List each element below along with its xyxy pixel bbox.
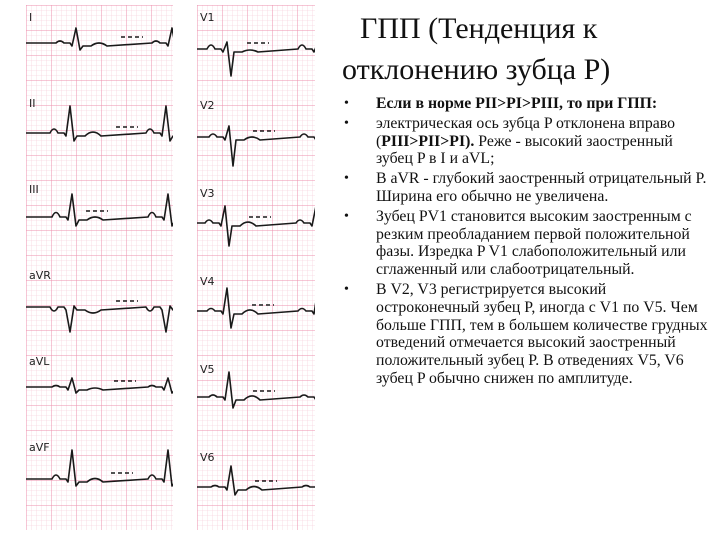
bullet-item bbox=[340, 208, 708, 279]
bullet-item bbox=[340, 281, 708, 388]
bullet-list bbox=[340, 95, 708, 390]
lead-label: V6 bbox=[200, 451, 215, 464]
bullet-text: Зубец PV1 становится высоким заостренным с резким преобладанием первой положительной фазы. Изредка P V1 слабоположительный или сглаженный или слабоотрицательный. bbox=[376, 207, 692, 279]
lead-label: V3 bbox=[200, 187, 215, 200]
lead-label: V4 bbox=[200, 275, 215, 288]
bullet-marker: • bbox=[344, 171, 349, 187]
lead-label: V2 bbox=[200, 99, 215, 112]
ecg-limb-leads-strip bbox=[26, 5, 173, 530]
bullet-text: электрическая ось зубца P отклонена вправо (PIII>PII>PI). Реже - высокий заостренный зубец P в I и aVL; bbox=[376, 114, 675, 168]
bullet-item bbox=[340, 170, 708, 206]
lead-label: aVL bbox=[29, 355, 50, 368]
title-line-2: отклонению зубца P) bbox=[342, 53, 611, 86]
bullet-marker: • bbox=[344, 281, 349, 297]
lead-label: aVF bbox=[29, 441, 50, 454]
bullet-text: В aVR - глубокий заостренный отрицательный P. Ширина его обычно не увеличена. bbox=[376, 170, 707, 205]
lead-label: V5 bbox=[200, 363, 215, 376]
bullet-marker: • bbox=[344, 208, 349, 224]
bullet-marker: • bbox=[344, 96, 349, 111]
lead-label: II bbox=[29, 97, 36, 110]
ecg-limb-leads bbox=[26, 5, 173, 530]
lead-label: III bbox=[29, 183, 39, 196]
ecg-grid bbox=[197, 5, 315, 530]
bullet-text: В V2, V3 регистрируется высокий остроконечный зубец P, иногда с V1 по V5. Чем больше ГПП, тем в большем количестве грудных отведений отмечается высокий заостренный положительный зубец P. В отведениях V5, V6 зубец P обычно снижен по амплитуде. bbox=[376, 280, 708, 387]
lead-label: V1 bbox=[200, 11, 215, 24]
lead-label: aVR bbox=[29, 269, 51, 282]
bullet-item bbox=[340, 95, 708, 113]
title-line-1: ГПП (Тенденция к bbox=[360, 12, 598, 45]
bullet-text: Если в норме PII>PI>PIII, то при ГПП: bbox=[376, 95, 658, 112]
lead-label: I bbox=[29, 11, 33, 24]
ecg-chest-leads bbox=[197, 5, 315, 530]
bullet-item bbox=[340, 115, 708, 168]
bullet-marker: • bbox=[344, 115, 349, 131]
slide-title bbox=[338, 8, 720, 90]
ecg-chest-leads-strip bbox=[197, 5, 315, 530]
